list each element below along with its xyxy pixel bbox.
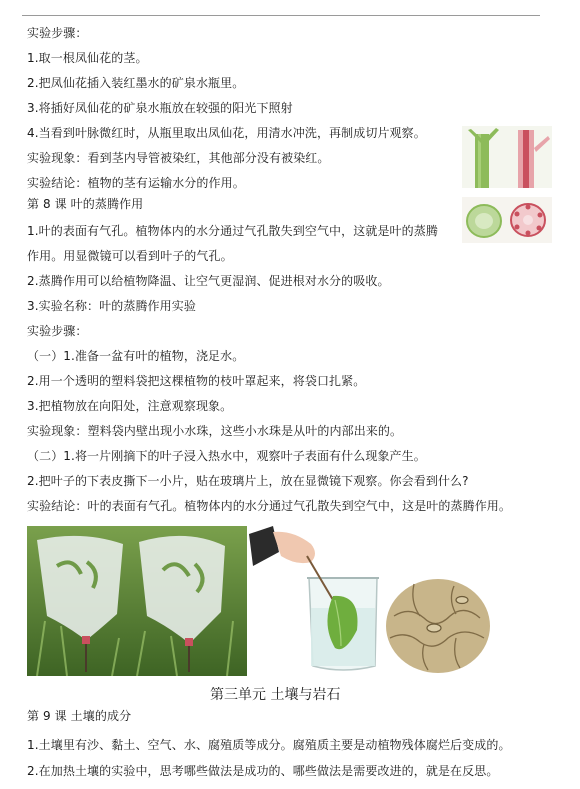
text-line: 2.蒸腾作用可以给植物降温、让空气更湿润、促进根对水分的吸收。 xyxy=(27,274,390,288)
text-line: 3.把植物放在向阳处，注意观察现象。 xyxy=(27,399,233,413)
plastic-bag-plants-photo xyxy=(27,526,247,676)
text-line: 实验结论：叶的表面有气孔。植物体内的水分通过气孔散失到空气中，这是叶的蒸腾作用。 xyxy=(27,499,512,513)
stomata-microscope-photo xyxy=(384,576,492,676)
text-line: （二）1.将一片刚摘下的叶子浸入热水中，观察叶子表面有什么现象产生。 xyxy=(27,449,426,463)
lesson-9-title: 第 9 课 土壤的成分 xyxy=(27,709,132,723)
text-line: （一）1.准备一盆有叶的植物，浇足水。 xyxy=(27,349,245,363)
text-line: 实验结论：植物的茎有运输水分的作用。 xyxy=(27,176,245,190)
text-line: 2.把凤仙花插入装红墨水的矿泉水瓶里。 xyxy=(27,76,245,90)
text-line: 1.取一根凤仙花的茎。 xyxy=(27,51,148,65)
stem-illustration xyxy=(462,126,552,188)
text-line: 实验现象：看到茎内导管被染红，其他部分没有被染红。 xyxy=(27,151,330,165)
text-line: 3.将插好凤仙花的矿泉水瓶放在较强的阳光下照射 xyxy=(27,101,293,115)
text-line: 1.土壤里有沙、黏土、空气、水、腐殖质等成分。腐殖质主要是动植物残体腐烂后变成的。 xyxy=(27,738,511,752)
text-line: 2.把叶子的下表皮撕下一小片，贴在玻璃片上，放在显微镜下观察。你会看到什么? xyxy=(27,474,469,488)
leaf-in-hot-water-photo xyxy=(249,526,384,676)
lesson-8-title: 第 8 课 叶的蒸腾作用 xyxy=(27,197,144,211)
text-line: 实验现象：塑料袋内壁出现小水珠，这些小水珠是从叶的内部出来的。 xyxy=(27,424,403,438)
text-line: 3.实验名称：叶的蒸腾作用实验 xyxy=(27,299,196,313)
top-divider xyxy=(22,15,540,16)
text-line: 2.在加热土壤的实验中，思考哪些做法是成功的、哪些做法是需要改进的，就是在反思。 xyxy=(27,764,499,778)
text-line: 作用。用显微镜可以看到叶子的气孔。 xyxy=(27,249,233,263)
text-line: 实验步骤： xyxy=(27,324,88,338)
text-line: 实验步骤： xyxy=(27,26,88,40)
text-line: 4.当看到叶脉微红时，从瓶里取出凤仙花，用清水冲洗，再制成切片观察。 xyxy=(27,126,426,140)
text-line: 2.用一个透明的塑料袋把这棵植物的枝叶罩起来，将袋口扎紧。 xyxy=(27,374,366,388)
text-line: 1.叶的表面有气孔。植物体内的水分通过气孔散失到空气中，这就是叶的蒸腾 xyxy=(27,224,438,238)
stem-cross-section-illustration xyxy=(462,197,552,243)
unit-heading: 第三单元 土壤与岩石 xyxy=(210,687,341,703)
